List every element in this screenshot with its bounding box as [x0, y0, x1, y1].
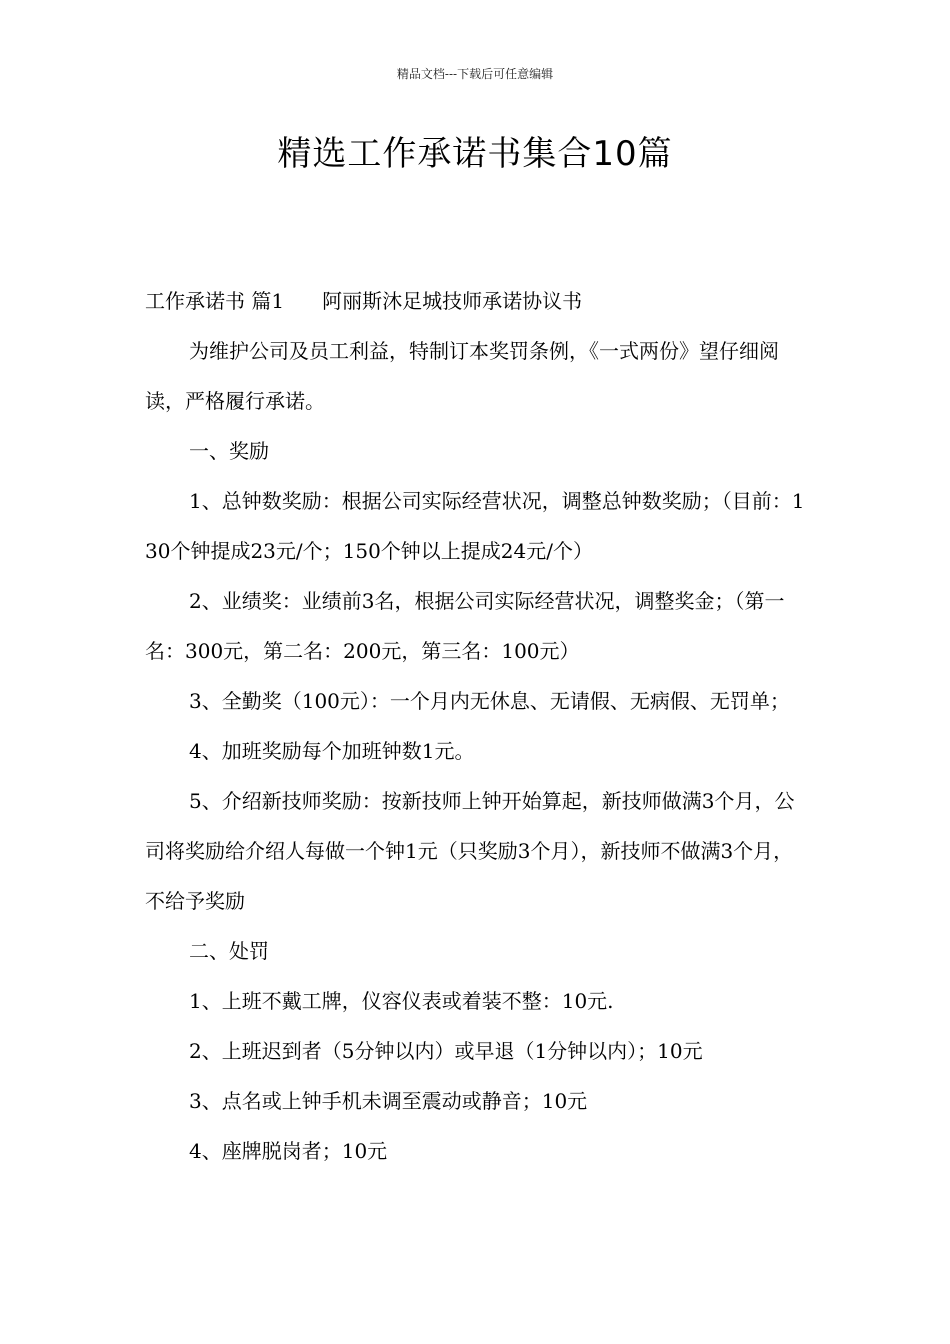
penalty-item-4: 4、座牌脱岗者；10元 — [189, 1139, 388, 1163]
page-header: 精品文档---下载后可任意编辑 — [396, 67, 554, 81]
penalty-heading: 二、处罚 — [189, 939, 269, 963]
document-title: 精选工作承诺书集合10篇 — [277, 134, 673, 174]
reward-item-4: 4、加班奖励每个加班钟数1元。 — [189, 739, 475, 763]
section-heading-line — [145, 276, 809, 326]
reward-item-2: 2、业绩奖：业绩前3名，根据公司实际经营状况，调整奖金；（第一名：300元，第二名：200元，第三名：100元） — [145, 589, 785, 663]
reward-heading: 一、奖励 — [189, 439, 269, 463]
penalty-item-2: 2、上班迟到者（5分钟以内）或早退（1分钟以内）；10元 — [189, 1039, 703, 1063]
reward-item-5: 5、介绍新技师奖励：按新技师上钟开始算起，新技师做满3个月，公司将奖励给介绍人每做一个钟1元（只奖励3个月），新技师不做满3个月，不给予奖励 — [145, 789, 795, 913]
section-label: 工作承诺书 篇1 — [145, 289, 285, 313]
intro-paragraph: 为维护公司及员工利益，特制订本奖罚条例，《一式两份》望仔细阅读，严格履行承诺。 — [145, 339, 779, 413]
document-body — [145, 276, 809, 1176]
reward-item-1: 1、总钟数奖励：根据公司实际经营状况，调整总钟数奖励；（目前：130个钟提成23元/个；150个钟以上提成24元/个） — [145, 489, 805, 563]
penalty-item-3: 3、点名或上钟手机未调至震动或静音；10元 — [189, 1089, 588, 1113]
reward-item-3: 3、全勤奖（100元）：一个月内无休息、无请假、无病假、无罚单； — [189, 689, 790, 713]
section-title: 阿丽斯沐足城技师承诺协议书 — [322, 289, 583, 313]
penalty-item-1: 1、上班不戴工牌，仪容仪表或着装不整：10元. — [189, 989, 614, 1013]
